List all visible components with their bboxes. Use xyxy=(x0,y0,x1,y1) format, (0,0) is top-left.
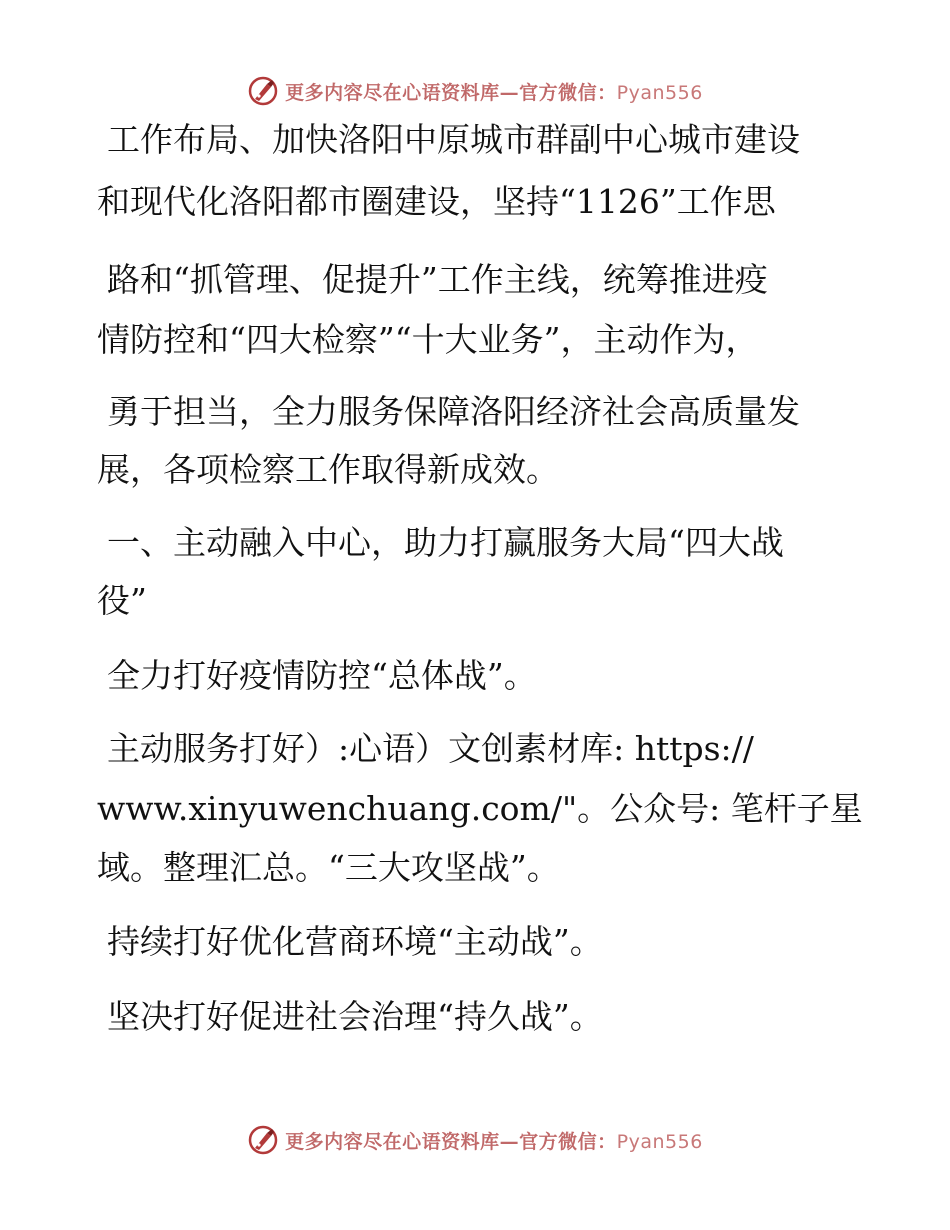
text-line: 路和“抓管理、促提升”工作主线，统筹推进疫 xyxy=(107,260,768,299)
text-line: 域。整理汇总。“三大攻坚战”。 xyxy=(97,848,560,887)
section-heading: 役” xyxy=(97,581,147,620)
text-line: 持续打好优化营商环境“主动战”。 xyxy=(107,922,603,961)
pen-nib-logo-icon xyxy=(247,75,279,107)
text-line: 工作布局、加快洛阳中原城市群副中心城市建设 xyxy=(107,120,800,159)
text-line: 坚决打好促进社会治理“持久战”。 xyxy=(107,997,603,1036)
header-watermark-banner xyxy=(0,71,950,111)
pen-nib-logo-icon xyxy=(247,1124,279,1156)
text-line: 和现代化洛阳都市圈建设，坚持“1126”工作思 xyxy=(97,182,776,221)
text-line: 展，各项检察工作取得新成效。 xyxy=(97,450,559,489)
header-banner-text: 更多内容尽在心语资料库—官方微信：Pyan556 xyxy=(285,81,703,104)
section-heading: 一、主动融入中心，助力打赢服务大局“四大战 xyxy=(107,523,784,562)
text-line: 勇于担当，全力服务保障洛阳经济社会高质量发 xyxy=(107,392,800,431)
footer-banner-text: 更多内容尽在心语资料库—官方微信：Pyan556 xyxy=(285,1130,703,1153)
text-line: www.xinyuwenchuang.com/"。公众号: 笔杆子星 xyxy=(97,789,863,828)
text-line: 情防控和“四大检察”“十大业务”，主动作为， xyxy=(97,320,759,359)
footer-watermark-banner xyxy=(0,1120,950,1160)
text-line: 全力打好疫情防控“总体战”。 xyxy=(107,656,537,695)
text-line: 主动服务打好）:心语）文创素材库: https:// xyxy=(107,729,754,768)
